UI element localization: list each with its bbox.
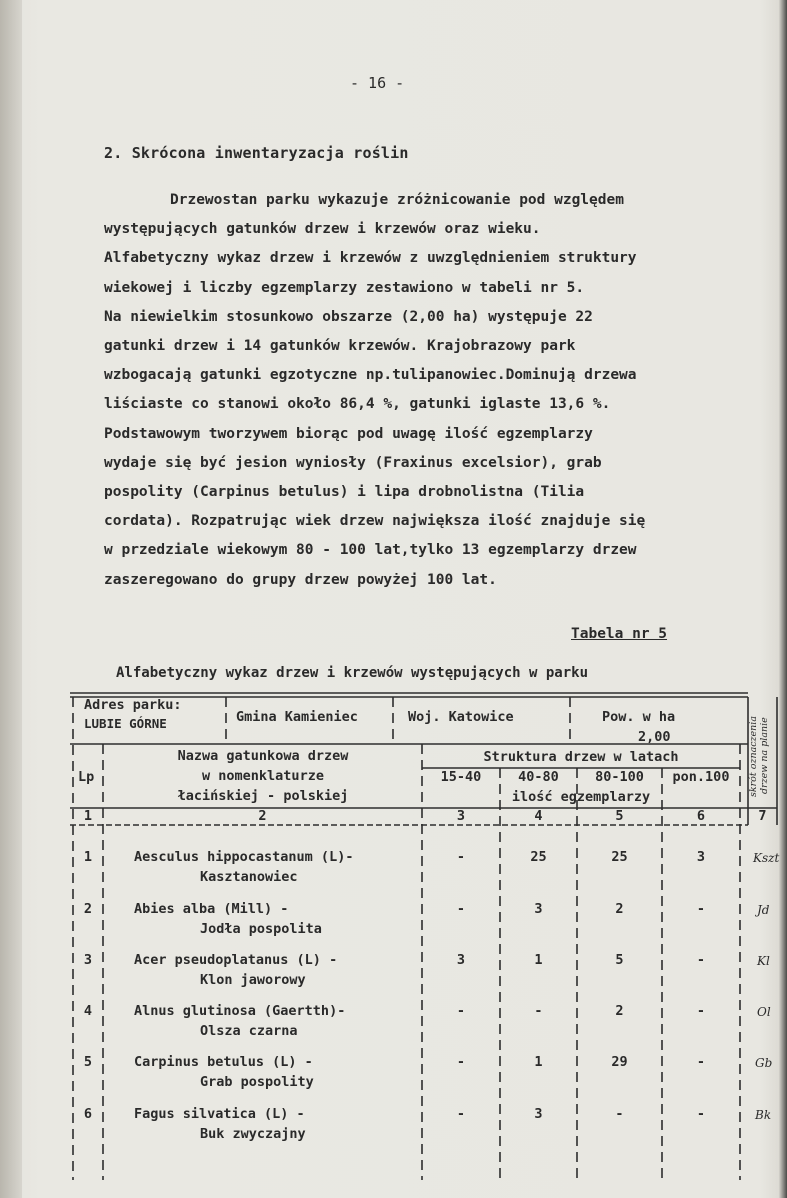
count-40-80: -: [534, 1003, 543, 1019]
name-header-line: w nomenklaturze: [202, 768, 324, 784]
latin-name: Abies alba (Mill) -: [134, 901, 289, 917]
paragraph-line: Na niewielkim stosunkowo obszarze (2,00 ha) występuje 22: [104, 308, 593, 325]
polish-name: Buk zwyczajny: [200, 1126, 306, 1142]
count-over-100: -: [696, 901, 706, 917]
voivodeship-cell: Woj. Katowice: [408, 709, 514, 725]
column-number: 7: [758, 808, 767, 824]
gmina-cell: Gmina Kamieniec: [236, 709, 358, 725]
column-number: 5: [615, 808, 624, 824]
column-number: 2: [258, 808, 267, 824]
lp-header: Lp: [78, 769, 95, 785]
count-40-80: 25: [530, 849, 547, 865]
table-title: Tabela nr 5: [571, 626, 668, 642]
latin-name: Fagus silvatica (L) -: [134, 1106, 305, 1122]
name-header-line: Nazwa gatunkowa drzew: [177, 748, 349, 764]
paragraph-line: w przedziale wiekowym 80 - 100 lat,tylko 13 egzemplarzy drzew: [104, 542, 637, 559]
polish-name: Klon jaworowy: [200, 972, 306, 988]
row-number: 3: [83, 952, 93, 968]
latin-name: Acer pseudoplatanus (L) -: [134, 952, 338, 968]
count-over-100: 3: [696, 849, 706, 865]
paragraph-line: gatunki drzew i 14 gatunków krzewów. Krajobrazowy park: [104, 338, 576, 355]
row-number: 6: [83, 1106, 93, 1122]
range-header: 80-100: [595, 769, 644, 785]
count-over-100: -: [696, 1003, 706, 1019]
paragraph-line: liściaste co stanowi około 86,4 %, gatunki iglaste 13,6 %.: [104, 396, 611, 413]
plan-abbreviation: Gb: [755, 1056, 773, 1070]
plan-abbreviation: Jd: [757, 903, 770, 917]
count-header: ilość egzemplarzy: [511, 789, 651, 805]
count-40-80: 1: [534, 1054, 543, 1070]
latin-name: Carpinus betulus (L) -: [134, 1054, 313, 1070]
row-number: 4: [83, 1003, 93, 1019]
park-address-value: LUBIE GÓRNE: [84, 716, 167, 731]
paragraph-line: wzbogacają gatunki egzotyczne np.tulipanowiec.Dominują drzewa: [104, 367, 637, 384]
paragraph-line: Drzewostan parku wykazuje zróżnicowanie pod względem: [170, 192, 624, 208]
count-80-100: 2: [615, 901, 624, 917]
polish-name: Olsza czarna: [200, 1023, 298, 1039]
latin-name: Alnus glutinosa (Gaertth)-: [134, 1003, 346, 1019]
latin-name: Aesculus hippocastanum (L)-: [134, 849, 354, 865]
count-80-100: 5: [615, 952, 624, 968]
count-80-100: -: [615, 1106, 624, 1122]
paragraph-line: Alfabetyczny wykaz drzew i krzewów z uwzględnieniem struktury: [104, 250, 637, 267]
count-40-80: 3: [534, 1106, 543, 1122]
park-address-label: Adres parku:: [84, 697, 182, 713]
row-number: 2: [83, 901, 93, 917]
name-header-line: łacińskiej - polskiej: [177, 788, 349, 804]
polish-name: Grab pospolity: [200, 1074, 314, 1090]
table-caption: Alfabetyczny wykaz drzew i krzewów występujących w parku: [116, 665, 589, 681]
count-80-100: 29: [611, 1054, 628, 1070]
paragraph-line: wiekowej i liczby egzemplarzy zestawiono w tabeli nr 5.: [104, 279, 585, 296]
plan-abbreviation: Kl: [757, 954, 770, 968]
count-15-40: -: [456, 1106, 466, 1122]
count-15-40: 3: [456, 952, 466, 968]
count-40-80: 1: [534, 952, 543, 968]
plan-abbreviation: Ol: [757, 1005, 771, 1019]
count-over-100: -: [696, 1054, 706, 1070]
count-40-80: 3: [534, 901, 543, 917]
plan-abbreviation: Kszt: [753, 851, 780, 865]
range-header: 40-80: [518, 769, 559, 785]
column-number: 6: [696, 808, 706, 824]
polish-name: Kasztanowiec: [200, 869, 298, 885]
vertical-note-line: drzew na planie: [759, 717, 770, 795]
column-number: 4: [534, 808, 543, 824]
count-over-100: -: [696, 1106, 706, 1122]
row-number: 1: [83, 849, 93, 865]
range-header: 15-40: [440, 769, 482, 785]
vertical-note-line: skrót oznaczenia: [748, 715, 759, 797]
count-over-100: -: [696, 952, 706, 968]
area-label: Pow. w ha: [602, 709, 676, 725]
range-header: pon.100: [672, 769, 730, 785]
paragraph-line: cordata). Rozpatrując wiek drzew największa ilość znajduje się: [104, 513, 646, 530]
column-number: 3: [456, 808, 466, 824]
count-15-40: -: [456, 1054, 466, 1070]
plan-abbreviation: Bk: [755, 1108, 772, 1122]
count-15-40: -: [456, 901, 466, 917]
paragraph-line: pospolity (Carpinus betulus) i lipa drobnolistna (Tilia: [104, 484, 585, 501]
polish-name: Jodła pospolita: [200, 921, 322, 937]
paragraph-line: wydaje się być jesion wyniosły (Fraxinus excelsior), grab: [104, 454, 602, 471]
count-15-40: -: [456, 1003, 466, 1019]
paragraph-line: zaszeregowano do grupy drzew powyżej 100 lat.: [104, 571, 497, 588]
structure-header: Struktura drzew w latach: [483, 749, 679, 765]
paragraph-line: występujących gatunków drzew i krzewów oraz wieku.: [104, 221, 541, 238]
paragraph-line: Podstawowym tworzywem biorąc pod uwagę ilość egzemplarzy: [104, 425, 593, 442]
count-80-100: 25: [611, 849, 628, 865]
count-15-40: -: [456, 849, 466, 865]
column-number: 1: [83, 808, 93, 824]
abbreviation-column-header: [748, 700, 778, 812]
count-80-100: 2: [615, 1003, 624, 1019]
page-number: - 16 -: [350, 74, 405, 92]
section-title: 2. Skrócona inwentaryzacja roślin: [104, 144, 409, 162]
area-value: 2,00: [638, 729, 671, 745]
row-number: 5: [83, 1054, 93, 1070]
